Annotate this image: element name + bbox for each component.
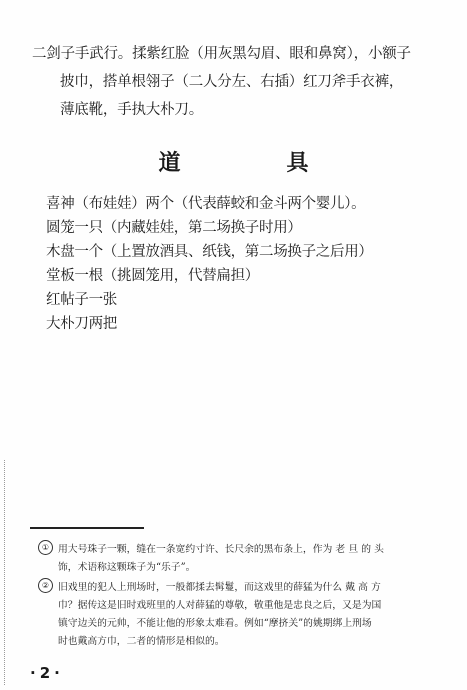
footnote-1-line-2: 饰，术语称这颗珠子为“乐子”。 — [58, 562, 196, 573]
footnote-1-line-1: 用大号珠子一颗，缝在一条宽约寸许、长尺余的黑布条上，作为 老 旦 的 头 — [58, 544, 384, 555]
page-number: ·2· — [30, 664, 64, 682]
footnote-2-line-2: 巾？据传这是旧时戏班里的人对薛猛的尊敬，敬重他是忠良之后，又是为国 — [58, 600, 382, 611]
intro-line-3: 薄底靴，手执大朴刀。 — [60, 102, 203, 118]
footnote-2-marker: ② — [38, 578, 53, 593]
prop-item-1: 喜神（布娃娃）两个（代表薛蛟和金斗两个婴儿）。 — [46, 196, 366, 212]
prop-item-2: 圆笼一只（内藏娃娃，第二场换子时用） — [46, 220, 302, 236]
prop-item-4: 堂板一根（挑圆笼用，代替扁担） — [46, 268, 259, 284]
prop-item-3: 木盘一个（上置放酒具、纸钱，第二场换子之后用） — [46, 244, 373, 260]
intro-line-1: 二剑子手武行。揉紫红脸（用灰黑勾眉、眼和鼻窝），小额子 — [32, 46, 411, 62]
footnote-rule — [30, 527, 144, 529]
section-title: 道 具 — [158, 150, 351, 176]
intro-line-2: 披巾，搭单根翎子（二人分左、右插）红刀斧手衣裤， — [60, 74, 404, 90]
footnote-1-marker: ① — [38, 540, 53, 555]
footnote-2-line-3: 镇守边关的元帅，不能让他的形象太难看。例如“摩挤关”的姚期绑上刑场 — [58, 618, 372, 629]
footnote-2-line-1: 旧戏里的犯人上刑场时，一般都揉去髯鬘，而这戏里的薛猛为什么 戴 高 方 — [58, 582, 381, 593]
footnote-2-line-4: 时也戴高方巾，二者的情形是相似的。 — [58, 636, 225, 647]
prop-item-6: 大朴刀两把 — [46, 316, 117, 332]
scan-edge-dots — [4, 460, 5, 685]
prop-item-5: 红帖子一张 — [46, 292, 117, 308]
